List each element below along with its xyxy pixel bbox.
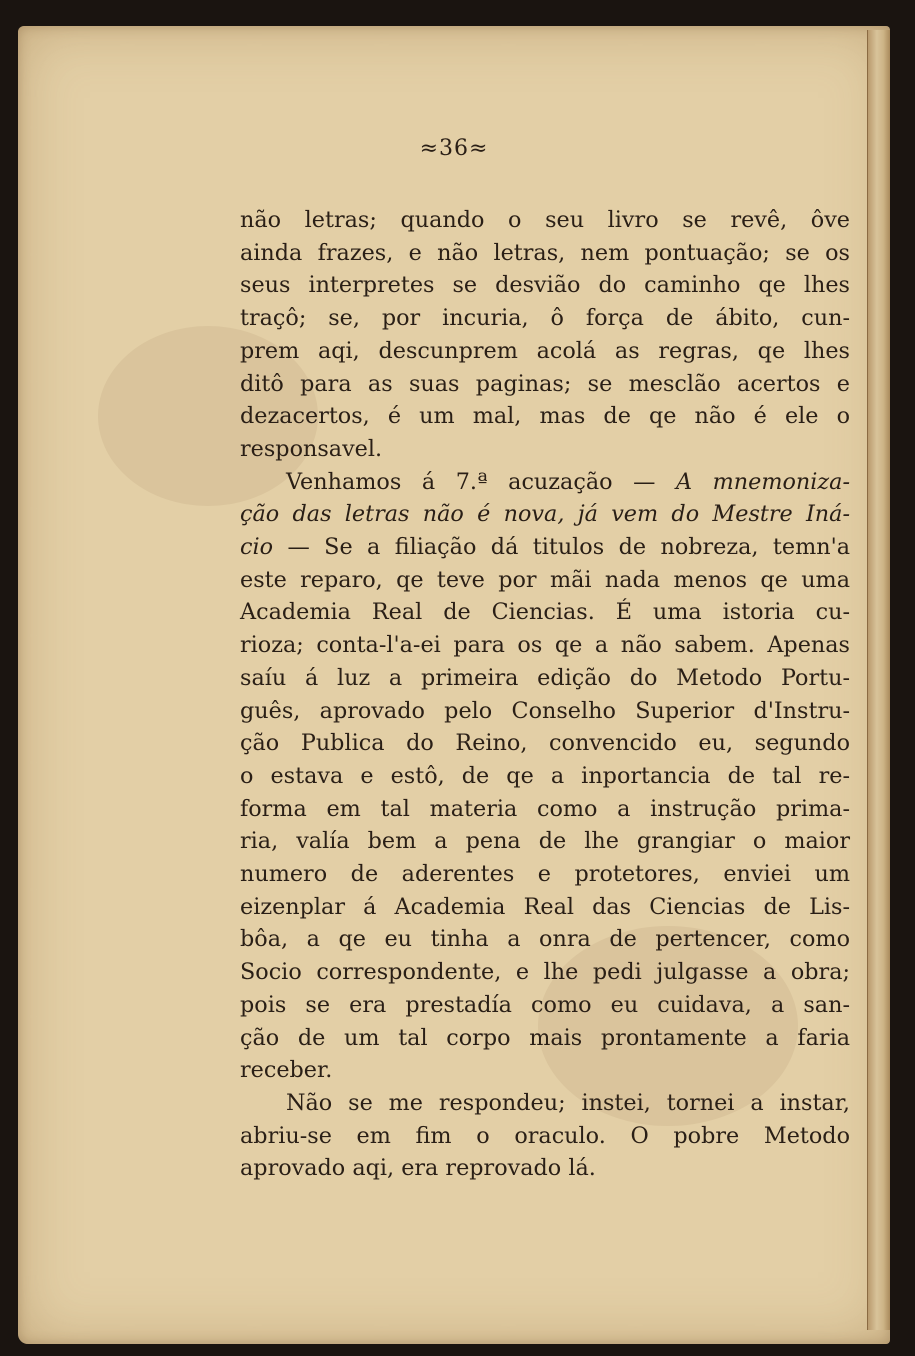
text-run: — Se a filiação dá titulos de nobreza, temn'a	[273, 534, 850, 561]
text-line: Academia Real de Ciencias. É uma istoria cu-	[240, 599, 850, 626]
text-line: traçô; se, por incuria, ô força de ábito, cun-	[240, 305, 850, 332]
text-line: guês, aprovado pelo Conselho Superior d'Instru-	[240, 697, 850, 724]
book-page	[18, 26, 890, 1344]
text-line: abriu-se em fim o oraculo. O pobre Metodo	[240, 1122, 850, 1149]
text-line: bôa, a qe eu tinha a onra de pertencer, como	[240, 926, 850, 953]
text-line: pois se era prestadía como eu cuidava, a san-	[240, 991, 850, 1018]
text-line: seus interpretes se desvião do caminho qe lhes	[240, 272, 850, 299]
text-line: ria, valía bem a pena de lhe grangiar o maior	[240, 828, 850, 855]
page-edge	[867, 30, 890, 1330]
text-line: não letras; quando o seu livro se revê, ôve	[240, 207, 850, 233]
text-line: ainda frazes, e não letras, nem pontuação; se os	[240, 239, 850, 266]
page-number: ≈36≈	[419, 136, 489, 161]
text-line: ção Publica do Reino, convencido eu, segundo	[240, 730, 850, 757]
text-line: forma em tal materia como a instrução prima-	[240, 795, 850, 822]
text-line: numero de aderentes e protetores, enviei um	[240, 861, 850, 888]
text-line: eizenplar á Academia Real das Ciencias de Lis-	[240, 893, 850, 920]
text-run: Venhamos á 7.ª acuzação —	[286, 468, 676, 495]
text-line: saíu á luz a primeira edição do Metodo Portu-	[240, 664, 850, 691]
text-line	[240, 531, 850, 564]
text-line: responsavel.	[240, 435, 383, 462]
text-line: prem aqi, descunprem acolá as regras, qe lhes	[240, 337, 850, 364]
text-line: rioza; conta-l'a-ei para os qe a não sabem. Apenas	[240, 632, 850, 659]
text-line: este reparo, qe teve por mãi nada menos qe uma	[240, 566, 850, 593]
text-line: ditô para as suas paginas; se mesclão acertos e	[240, 370, 850, 397]
text-line: dezacertos, é um mal, mas de qe não é ele o	[240, 403, 850, 430]
italic-run: cio	[240, 534, 274, 561]
text-line: Socio correspondente, e lhe pedi julgasse a obra;	[240, 959, 850, 986]
italic-run: A mnemoniza-	[675, 468, 850, 495]
text-line: ção das letras não é nova, já vem do Mestre Iná-	[240, 501, 850, 528]
body-text	[240, 204, 850, 1185]
text-line: ção de um tal corpo mais prontamente a faria	[240, 1024, 850, 1051]
text-line: Não se me respondeu; instei, tornei a instar,	[286, 1089, 850, 1116]
text-line	[240, 466, 850, 499]
text-line: receber.	[240, 1057, 333, 1084]
text-line: aprovado aqi, era reprovado lá.	[240, 1155, 596, 1182]
text-line: o estava e estô, de qe a inportancia de tal re-	[240, 762, 850, 789]
